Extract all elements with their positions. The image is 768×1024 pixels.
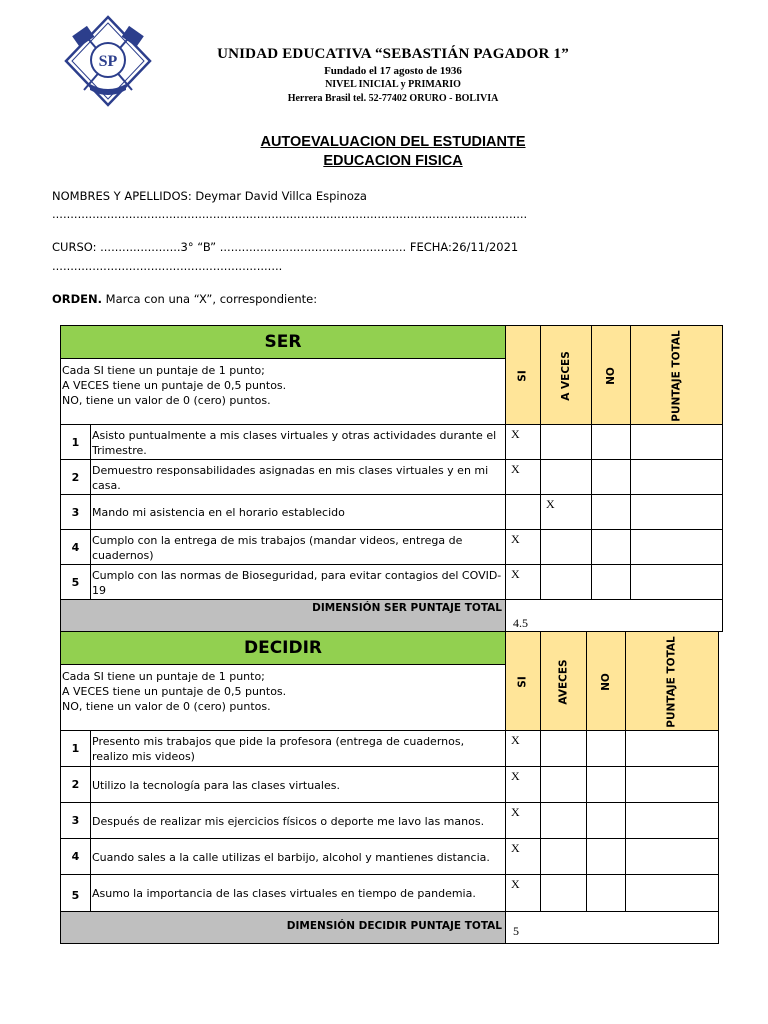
- cell-aveces[interactable]: [541, 731, 587, 767]
- decidir-total-label: DIMENSIÓN DECIDIR PUNTAJE TOTAL: [61, 912, 506, 944]
- order-instruction: [52, 292, 317, 306]
- student-name-line: NOMBRES Y APELLIDOS: Deymar David Villca Espinoza: [52, 189, 367, 203]
- order-text: Marca con una “X”, correspondiente:: [102, 292, 318, 306]
- cell-puntaje[interactable]: [630, 425, 722, 460]
- table-row: 1 Presento mis trabajos que pide la profesora (entrega de cuadernos, realizo mis videos) X: [61, 731, 719, 767]
- criterion-text: Utilizo la tecnología para las clases virtuales.: [91, 767, 506, 803]
- rule-si: Cada SI tiene un puntaje de 1 punto;: [62, 364, 265, 377]
- cell-no[interactable]: [587, 731, 626, 767]
- cell-puntaje[interactable]: [626, 875, 718, 912]
- table-row: 2 Demuestro responsabilidades asignadas en mis clases virtuales y en mi casa. X: [61, 460, 723, 495]
- rule-aveces: A VECES tiene un puntaje de 0,5 puntos.: [62, 379, 287, 392]
- table-row: 4 Cuando sales a la calle utilizas el barbijo, alcohol y mantienes distancia. X: [61, 839, 719, 875]
- cell-puntaje[interactable]: [626, 839, 718, 875]
- table-row: 2 Utilizo la tecnología para las clases virtuales. X: [61, 767, 719, 803]
- school-logo: [62, 14, 154, 108]
- school-address: Herrera Brasil tel. 52-77402 ORURO - BOLIVIA: [287, 93, 499, 104]
- ser-total-label: DIMENSIÓN SER PUNTAJE TOTAL: [61, 600, 506, 632]
- order-label: ORDEN.: [52, 292, 103, 306]
- dotted-line: ...............................................................: [52, 259, 283, 273]
- criterion-text: Después de realizar mis ejercicios físicos o deporte me lavo las manos.: [91, 803, 506, 839]
- cell-no[interactable]: [591, 495, 630, 530]
- cell-si[interactable]: X: [506, 565, 541, 600]
- criterion-text: Asisto puntualmente a mis clases virtuales y otras actividades durante el Trimestre.: [91, 425, 506, 460]
- col-header-no: NO: [587, 632, 626, 731]
- criterion-text: Cumplo con la entrega de mis trabajos (mandar videos, entrega de cuadernos): [91, 530, 506, 565]
- col-header-aveces: A VECES: [541, 326, 592, 425]
- school-name: UNIDAD EDUCATIVA “SEBASTIÁN PAGADOR 1”: [217, 46, 569, 62]
- cell-puntaje[interactable]: [626, 803, 718, 839]
- table-row: 4 Cumplo con la entrega de mis trabajos (mandar videos, entrega de cuadernos) X: [61, 530, 723, 565]
- course-date-line: CURSO: ......................3° “B” ................................................... FECHA:26/11/2021: [52, 240, 519, 254]
- cell-aveces[interactable]: [541, 839, 587, 875]
- col-header-aveces: AVECES: [541, 632, 587, 731]
- cell-aveces[interactable]: [541, 767, 587, 803]
- table-row: 5 Asumo la importancia de las clases virtuales en tiempo de pandemia. X: [61, 875, 719, 912]
- criterion-text: Mando mi asistencia en el horario establecido: [91, 495, 506, 530]
- cell-si[interactable]: X: [506, 731, 541, 767]
- criterion-text: Asumo la importancia de las clases virtuales en tiempo de pandemia.: [91, 875, 506, 912]
- ser-total-value[interactable]: 4.5: [506, 600, 723, 632]
- col-header-puntaje-total: PUNTAJE TOTAL: [626, 632, 718, 731]
- cell-aveces[interactable]: [541, 875, 587, 912]
- cell-no[interactable]: [591, 460, 630, 495]
- cell-puntaje[interactable]: [630, 495, 722, 530]
- decidir-section-title: DECIDIR: [61, 632, 506, 665]
- cell-no[interactable]: [587, 875, 626, 912]
- cell-no[interactable]: [591, 530, 630, 565]
- cell-si[interactable]: X: [506, 767, 541, 803]
- criterion-text: Demuestro responsabilidades asignadas en mis clases virtuales y en mi casa.: [91, 460, 506, 495]
- col-header-no: NO: [591, 326, 630, 425]
- decidir-scoring-rules: [61, 665, 506, 731]
- cell-si[interactable]: X: [506, 530, 541, 565]
- rule-si: Cada SI tiene un puntaje de 1 punto;: [62, 670, 265, 683]
- criterion-text: Presento mis trabajos que pide la profesora (entrega de cuadernos, realizo mis videos): [91, 731, 506, 767]
- cell-si[interactable]: X: [506, 803, 541, 839]
- rule-aveces: A VECES tiene un puntaje de 0,5 puntos.: [62, 685, 287, 698]
- decidir-table: [60, 631, 719, 944]
- cell-aveces[interactable]: [541, 565, 592, 600]
- rule-no: NO, tiene un valor de 0 (cero) puntos.: [62, 394, 271, 407]
- table-row: 5 Cumplo con las normas de Bioseguridad, para evitar contagios del COVID-19 X: [61, 565, 723, 600]
- criterion-text: Cumplo con las normas de Bioseguridad, para evitar contagios del COVID-19: [91, 565, 506, 600]
- cell-si[interactable]: [506, 495, 541, 530]
- cell-aveces[interactable]: [541, 530, 592, 565]
- cell-aveces[interactable]: X: [541, 495, 592, 530]
- cell-puntaje[interactable]: [630, 565, 722, 600]
- table-row: 3 Mando mi asistencia en el horario establecido X: [61, 495, 723, 530]
- school-level: NIVEL INICIAL y PRIMARIO: [325, 79, 461, 90]
- table-row: 1 Asisto puntualmente a mis clases virtuales y otras actividades durante el Trimestre. X: [61, 425, 723, 460]
- ser-table: [60, 325, 723, 632]
- doc-subtitle: EDUCACION FISICA: [323, 153, 463, 169]
- cell-no[interactable]: [587, 839, 626, 875]
- col-header-puntaje-total: PUNTAJE TOTAL: [630, 326, 722, 425]
- col-header-si: SI: [506, 326, 541, 425]
- cell-aveces[interactable]: [541, 460, 592, 495]
- svg-text:SP: SP: [98, 53, 118, 70]
- cell-no[interactable]: [591, 565, 630, 600]
- cell-puntaje[interactable]: [630, 530, 722, 565]
- cell-aveces[interactable]: [541, 425, 592, 460]
- criterion-text: Cuando sales a la calle utilizas el barbijo, alcohol y mantienes distancia.: [91, 839, 506, 875]
- cell-si[interactable]: X: [506, 875, 541, 912]
- cell-no[interactable]: [587, 803, 626, 839]
- cell-no[interactable]: [591, 425, 630, 460]
- cell-si[interactable]: X: [506, 839, 541, 875]
- cell-puntaje[interactable]: [626, 731, 718, 767]
- cell-puntaje[interactable]: [630, 460, 722, 495]
- decidir-total-value[interactable]: 5: [506, 912, 719, 944]
- cell-aveces[interactable]: [541, 803, 587, 839]
- cell-si[interactable]: X: [506, 425, 541, 460]
- col-header-si: SI: [506, 632, 541, 731]
- cell-no[interactable]: [587, 767, 626, 803]
- cell-si[interactable]: X: [506, 460, 541, 495]
- cell-puntaje[interactable]: [626, 767, 718, 803]
- doc-title: AUTOEVALUACION DEL ESTUDIANTE: [260, 134, 526, 150]
- dotted-line: ..................................................................................................................................: [52, 207, 528, 221]
- ser-section-title: SER: [61, 326, 506, 359]
- founded-date: Fundado el 17 agosto de 1936: [324, 65, 462, 77]
- table-row: 3 Después de realizar mis ejercicios físicos o deporte me lavo las manos. X: [61, 803, 719, 839]
- rule-no: NO, tiene un valor de 0 (cero) puntos.: [62, 700, 271, 713]
- ser-scoring-rules: [61, 359, 506, 425]
